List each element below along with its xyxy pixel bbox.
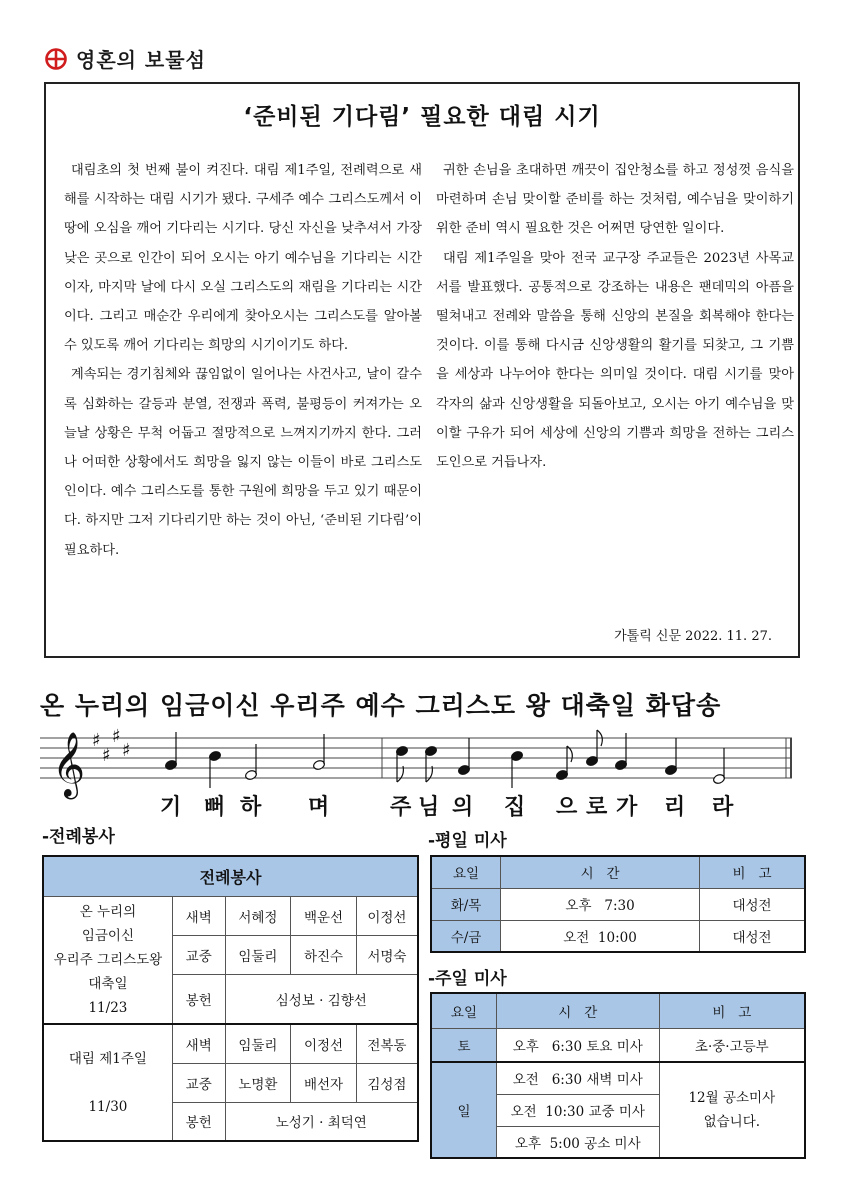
note-cell: 대성전 (700, 920, 805, 952)
time-cell: 오후 5:00 공소 미사 (496, 1126, 659, 1158)
role-cell: 교중 (172, 1063, 225, 1102)
weekday-mass-section-label: -평일 미사 (428, 831, 507, 851)
cross-circle-icon (44, 47, 68, 71)
svg-text:♯: ♯ (92, 730, 101, 751)
occasion-line: 대축일 (88, 975, 128, 992)
name-cell: 김성점 (356, 1063, 418, 1102)
table-header-row (431, 856, 805, 888)
role-cell: 새벽 (172, 1024, 225, 1063)
table-row (431, 888, 805, 920)
time-cell: 오전 10:00 (501, 920, 700, 952)
lyric-syllable: 하 (240, 795, 262, 820)
occasion-line: 우리주 그리스도왕 (53, 951, 163, 968)
note-cell: 대성전 (700, 888, 805, 920)
lyric-syllable: 라 (712, 795, 734, 820)
occasion-line: 11/23 (88, 999, 128, 1016)
svg-text:♯: ♯ (102, 745, 111, 766)
name-cell: 노명환 (225, 1063, 291, 1102)
key-signature-sharps (92, 726, 131, 766)
article-source: 가톨릭 신문 2022. 11. 27. (614, 629, 772, 644)
name-cell: 이정선 (291, 1024, 357, 1063)
table-row (43, 896, 418, 935)
table-header-row (431, 993, 805, 1028)
header-day: 요일 (431, 856, 501, 888)
article-paragraph: 대림 제1주일을 맞아 전국 교구장 주교들은 2023년 사목교서를 발표했다. 공통적으로 강조하는 내용은 팬데믹의 아픔을 떨쳐내고 전례와 말씀을 통해 신앙의 본질을 회복해야 한다는 것이다. 이를 통해 다시금 신앙생활의 활기를 되찾고, 그 기쁨을 세상과 나누어야 한다는 의미일 것이다. 대림 시기를 맞아 각자의 삶과 신앙생활을 되돌아보고, 오시는 아기 예수님을 맞이할 구유가 되어 세상에 신앙의 기쁨과 희망을 전하는 그리스도인으로 거듭나자. (436, 250, 794, 471)
name-cell: 임둘리 (225, 1024, 291, 1063)
lyric-syllable: 으 (556, 795, 578, 820)
day-cell: 토 (431, 1028, 496, 1062)
day-cell: 수/금 (431, 920, 501, 952)
header-time: 시 간 (496, 993, 659, 1028)
time-cell: 오후 6:30 토요 미사 (496, 1028, 659, 1062)
time-cell: 오후 7:30 (501, 888, 700, 920)
lyric-syllable: 며 (308, 795, 330, 820)
name-cell: 서명숙 (356, 935, 418, 974)
time-cell: 오전 6:30 새벽 미사 (496, 1062, 659, 1094)
role-cell: 새벽 (172, 896, 225, 935)
sunday-mass-table (430, 992, 806, 1159)
note-line: 12월 공소미사 (688, 1090, 776, 1106)
table-row (43, 1024, 418, 1063)
occasion-line: 온 누리의 (79, 903, 137, 920)
psalm-title: 온 누리의 임금이신 우리주 예수 그리스도 왕 대축일 화답송 (40, 691, 722, 720)
role-cell: 봉헌 (172, 974, 225, 1024)
sunday-mass-section-label: -주일 미사 (428, 969, 507, 989)
occasion-spacer (44, 1071, 172, 1095)
article-box (44, 82, 800, 658)
lyric-syllable: 리 (664, 795, 686, 820)
name-cell: 전복동 (356, 1024, 418, 1063)
article-headline: ‘준비된 기다림’ 필요한 대림 시기 (243, 104, 601, 130)
name-cell: 배선자 (291, 1063, 357, 1102)
lyric-syllable: 님 (418, 795, 440, 820)
liturgy-table-title: 전례봉사 (43, 856, 418, 896)
name-cell: 임둘리 (225, 935, 291, 974)
role-cell: 봉헌 (172, 1102, 225, 1141)
article-paragraph: 계속되는 경기침체와 끊임없이 일어나는 사건사고, 날이 갈수록 심화하는 갈등과 분열, 전쟁과 폭력, 불평등이 커져가는 오늘날 상황은 무척 어둡고 절망적으로 느껴지기까지 한다. 그러나 어떠한 상황에서도 희망을 잃지 않는 이들이 바로 그리스도인이다. 예수 그리스도를 통한 구원에 희망을 두고 있기 때문이다. 하지만 그저 기다리기만 하는 것이 아닌, ‘준비된 기다림’이 필요하다. (64, 367, 422, 558)
page-header (44, 44, 206, 73)
article-column-left (64, 156, 422, 565)
table-row (431, 920, 805, 952)
section-title: 영혼의 보물섬 (76, 48, 206, 72)
name-cell: 백운선 (291, 896, 357, 935)
lyric-syllable: 의 (452, 795, 474, 820)
note-cell: 초·중·고등부 (659, 1028, 805, 1062)
name-cell: 서혜정 (225, 896, 291, 935)
occasion-cell (43, 1024, 172, 1141)
lyric-syllable: 집 (504, 795, 526, 820)
psalm-lyrics (0, 790, 848, 820)
day-cell: 화/목 (431, 888, 501, 920)
occasion-cell (43, 896, 172, 1024)
note-cell (659, 1062, 805, 1158)
svg-text:♯: ♯ (112, 726, 121, 747)
article-paragraph: 귀한 손님을 초대하면 깨끗이 집안청소를 하고 정성껏 음식을 마련하며 손님 맞이할 준비를 하는 것처럼, 예수님을 맞이하기 위한 준비 역시 필요한 것은 어쩌면 당연한 일이다. (436, 163, 794, 237)
table-row (431, 1062, 805, 1094)
role-cell: 교중 (172, 935, 225, 974)
liturgy-section-label: -전례봉사 (42, 827, 115, 847)
time-cell: 오전 10:30 교중 미사 (496, 1094, 659, 1126)
article-paragraph: 대림초의 첫 번째 불이 켜진다. 대림 제1주일, 전례력으로 새해를 시작하는 대림 시기가 됐다. 구세주 예수 그리스도께서 이 땅에 오심을 깨어 기다리는 시기다. 당신 자신을 낮추셔서 가장 낮은 곳으로 인간이 되어 오시는 아기 예수님을 기다리는 시간이자, 마지막 날에 다시 오실 그리스도의 재림을 기다리는 시간이다. 그리고 매순간 우리에게 찾아오시는 그리스도를 알아볼 수 있도록 깨어 기다리는 희망의 시기이기도 하다. (64, 163, 422, 354)
name-cell: 노성기 · 최덕연 (225, 1102, 418, 1141)
article-column-right (436, 156, 794, 477)
occasion-line: 11/30 (88, 1098, 128, 1115)
name-cell: 하진수 (291, 935, 357, 974)
note-line: 없습니다. (703, 1114, 761, 1130)
name-cell: 이정선 (356, 896, 418, 935)
lyric-syllable: 기 (160, 795, 182, 820)
name-cell: 심성보 · 김향선 (225, 974, 418, 1024)
header-note: 비 고 (659, 993, 805, 1028)
header-note: 비 고 (700, 856, 805, 888)
day-cell: 일 (431, 1062, 496, 1158)
lyric-syllable: 가 (616, 795, 638, 820)
occasion-line: 임금이신 (81, 927, 135, 944)
table-row (431, 1028, 805, 1062)
treble-clef-icon: 𝄞 (52, 732, 86, 797)
occasion-line: 대림 제1주일 (68, 1050, 147, 1067)
header-day: 요일 (431, 993, 496, 1028)
weekday-mass-table (430, 855, 806, 953)
lyric-syllable: 뻐 (204, 795, 226, 820)
lyric-syllable: 로 (586, 795, 608, 820)
header-time: 시 간 (501, 856, 700, 888)
lyric-syllable: 주 (390, 795, 412, 820)
liturgy-service-table (42, 855, 419, 1142)
svg-text:♯: ♯ (122, 740, 131, 761)
